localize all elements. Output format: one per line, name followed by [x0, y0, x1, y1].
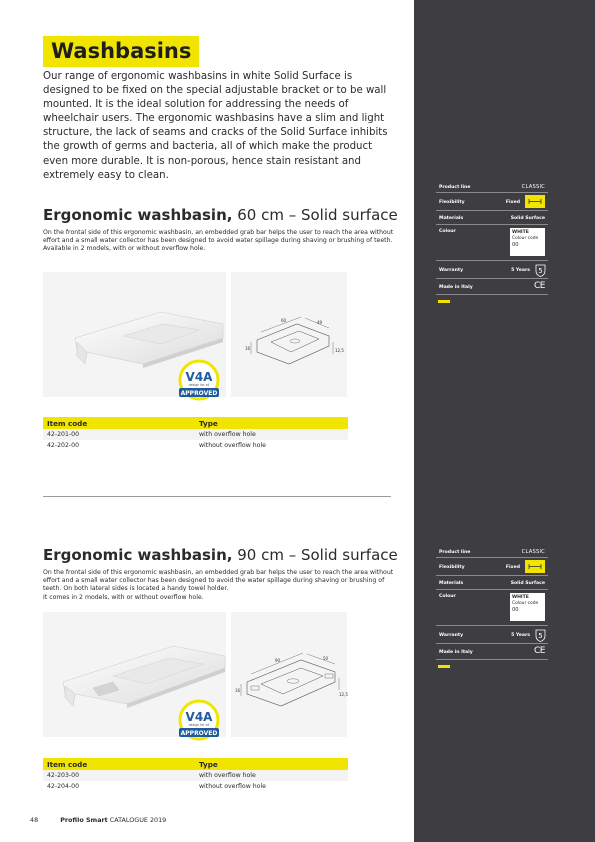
spec-label: Product line	[439, 550, 471, 555]
item-code: 42-203-00	[47, 772, 80, 779]
item-code: 42-201-00	[47, 431, 80, 438]
spec-label: Made in Italy	[439, 650, 473, 655]
fixed-icon	[525, 195, 545, 208]
product-title-rest: 60 cm – Solid surface	[232, 206, 398, 224]
spec-label: Warranty	[439, 268, 464, 273]
product-title-bold: Ergonomic washbasin,	[43, 546, 233, 564]
item-code: 42-204-00	[47, 783, 80, 790]
product-title-bold: Ergonomic washbasin,	[43, 206, 233, 224]
product-desc-text: On the frontal side of this ergonomic washbasin, an embedded grab bar helps the user to reach the area without effort and a small water collector has been designed to avoid the water spillage during shaving or brushing of teeth. On both lateral sides is located a handy towel holder.	[43, 569, 394, 593]
page-title-box	[43, 36, 199, 67]
dim-height-2: 12,5	[335, 348, 344, 353]
spec-colour	[436, 590, 548, 626]
item-table-60	[43, 417, 348, 451]
spec-label: Colour	[439, 594, 456, 599]
spec-value: Solid Surface	[510, 216, 545, 221]
spec-product-line	[436, 547, 548, 558]
warranty-shield-icon	[535, 629, 546, 642]
spec-label: Product line	[439, 185, 471, 190]
spec-made-in-italy	[436, 644, 548, 660]
spec-value: 5 Years	[511, 633, 530, 638]
accent-bar	[438, 300, 450, 303]
section-divider	[43, 496, 391, 497]
col-type: Type	[199, 759, 218, 769]
col-item-code: Item code	[47, 418, 88, 428]
dim-height: 16	[245, 346, 251, 351]
product-desc-models: Available in 2 models, with or without overflow hole.	[43, 245, 206, 253]
col-item-code: Item code	[47, 759, 88, 769]
table-row	[43, 429, 348, 440]
table-header	[43, 758, 348, 770]
page-number: 48	[30, 816, 39, 824]
colour-code: 00	[512, 242, 519, 248]
product-description-90	[43, 569, 403, 602]
dim-height: 16	[235, 688, 241, 693]
colour-swatch	[510, 593, 545, 621]
warranty-number: 5	[538, 267, 543, 275]
spec-label: Made in Italy	[439, 285, 473, 290]
spec-panel-90	[436, 547, 548, 669]
intro-text: Our range of ergonomic washbasins in white Solid Surface is designed to be fixed on the special adjustable bracket or to be wall mounted. It is the ideal solution for addressing the needs of wheelchair users. The ergonomic washbasins have a slim and light structure, the lack of seams and cracks of the Solid Surface inhibits the growth of germs and bacteria, all of which make the product even more durable. It is non-porous, hence stain resistant and extremely easy to clean.	[43, 71, 388, 181]
table-header	[43, 417, 348, 429]
colour-name: WHITE	[512, 230, 529, 235]
spec-label: Warranty	[439, 633, 464, 638]
warranty-number: 5	[538, 632, 543, 640]
footer-catalogue: CATALOGUE 2019	[109, 816, 167, 824]
ce-mark: CE	[534, 646, 545, 656]
spec-value: Fixed	[505, 565, 520, 570]
table-row	[43, 440, 348, 451]
technical-drawing-90	[231, 612, 347, 737]
table-row	[43, 770, 348, 781]
v4a-approved-badge	[175, 699, 223, 741]
item-type: with overflow hole	[199, 431, 256, 438]
item-type: without overflow hole	[199, 783, 266, 790]
warranty-shield-icon	[535, 264, 546, 277]
item-type: without overflow hole	[199, 442, 266, 449]
dim-depth: 49	[317, 320, 323, 325]
product-title-rest: 90 cm – Solid surface	[232, 546, 398, 564]
page-title: Washbasins	[51, 39, 192, 63]
colour-code-label: Colour code	[512, 601, 539, 606]
spec-warranty	[436, 261, 548, 279]
spec-value: 5 Years	[511, 268, 530, 273]
right-sidebar	[414, 0, 595, 842]
badge-bottom: APPROVED	[180, 730, 218, 737]
product-description-60	[43, 229, 403, 254]
col-type: Type	[199, 418, 218, 428]
product-desc-text: On the frontal side of this ergonomic washbasin, an embedded grab bar helps the user to reach the area without effort and a small water collector has been designed to avoid water spillage during shaving or brushing of teeth.	[43, 229, 394, 245]
spec-materials	[436, 576, 548, 590]
badge-main: V4A	[185, 710, 213, 724]
spec-label: Materials	[439, 581, 464, 586]
spec-value: Fixed	[505, 200, 520, 205]
badge-bottom: APPROVED	[180, 390, 218, 397]
colour-name: WHITE	[512, 595, 529, 600]
spec-materials	[436, 211, 548, 225]
spec-value: CLASSIC	[521, 184, 545, 190]
spec-made-in-italy	[436, 279, 548, 295]
dim-height-2: 12,5	[339, 692, 348, 697]
item-code: 42-202-00	[47, 442, 80, 449]
spec-warranty	[436, 626, 548, 644]
badge-main: V4A	[185, 370, 213, 384]
spec-product-line	[436, 182, 548, 193]
product-title-90	[43, 546, 398, 564]
badge-sub: design for all	[188, 723, 210, 727]
spec-flexibility	[436, 193, 548, 211]
technical-drawing-60	[231, 272, 347, 397]
colour-code-label: Colour code	[512, 236, 539, 241]
spec-value: CLASSIC	[521, 549, 545, 555]
page-footer	[30, 816, 166, 824]
spec-flexibility	[436, 558, 548, 576]
product-desc-models: It comes in 2 models, with or without overflow hole.	[43, 593, 204, 601]
colour-swatch	[510, 228, 545, 256]
item-type: with overflow hole	[199, 772, 256, 779]
spec-label: Flexibility	[439, 200, 465, 205]
fixed-icon	[525, 560, 545, 573]
colour-code: 00	[512, 607, 519, 613]
badge-sub: design for all	[188, 383, 210, 387]
footer-brand: Profilo Smart	[60, 816, 108, 824]
dim-depth: 50	[323, 656, 329, 661]
spec-colour	[436, 225, 548, 261]
spec-value: Solid Surface	[510, 581, 545, 586]
table-row	[43, 781, 348, 792]
product-title-60	[43, 206, 398, 224]
dim-width: 90	[275, 658, 281, 663]
dim-width: 60	[281, 318, 287, 323]
spec-panel-60	[436, 182, 548, 304]
accent-bar	[438, 665, 450, 668]
spec-label: Flexibility	[439, 565, 465, 570]
spec-label: Materials	[439, 216, 464, 221]
spec-label: Colour	[439, 229, 456, 234]
ce-mark: CE	[534, 281, 545, 291]
v4a-approved-badge	[175, 359, 223, 401]
item-table-90	[43, 758, 348, 792]
